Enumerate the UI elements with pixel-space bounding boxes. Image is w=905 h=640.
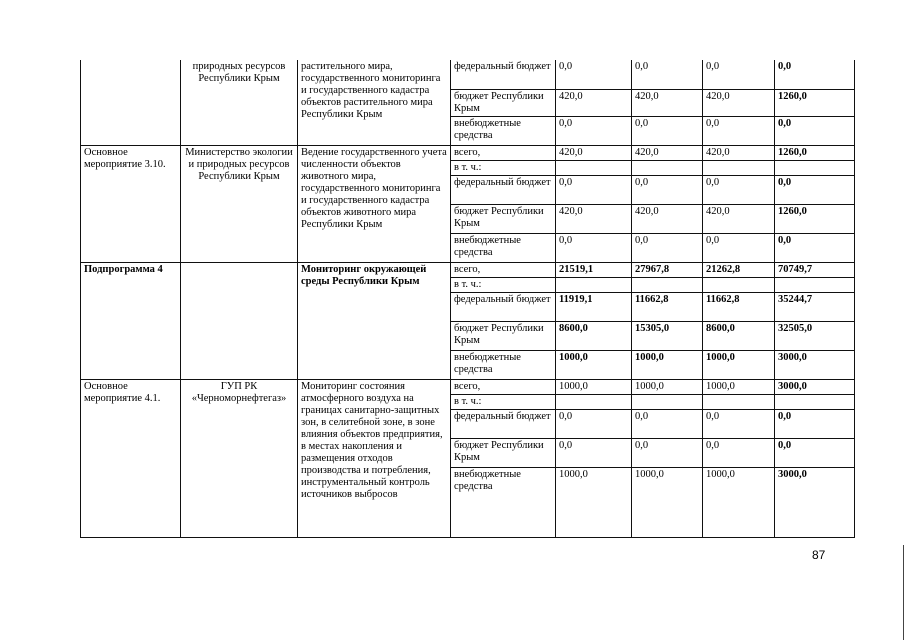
total-value-cell: 35244,7 (775, 292, 855, 321)
year3-value-cell: 420,0 (703, 89, 775, 116)
total-value-cell: 3000,0 (775, 350, 855, 379)
year3-value-cell: 8600,0 (703, 321, 775, 350)
year1-value-cell: 420,0 (556, 89, 632, 116)
funding-source-cell: бюджет Республики Крым (451, 438, 556, 467)
year2-value-cell: 15305,0 (632, 321, 703, 350)
funding-source-cell: в т. ч.: (451, 394, 556, 409)
total-value-cell: 1260,0 (775, 145, 855, 160)
total-value-cell: 1260,0 (775, 204, 855, 233)
budget-table (80, 60, 855, 538)
table-row (81, 60, 855, 89)
year3-value-cell: 1000,0 (703, 350, 775, 379)
funding-source-cell: федеральный бюджет (451, 409, 556, 438)
subprogram-code-cell: Подпрограмма 4 (81, 262, 181, 379)
year3-value-cell: 0,0 (703, 438, 775, 467)
funding-source-cell: всего, (451, 379, 556, 394)
funding-source-cell: федеральный бюджет (451, 292, 556, 321)
total-value-cell: 0,0 (775, 233, 855, 262)
year1-value-cell: 0,0 (556, 175, 632, 204)
funding-source-cell: всего, (451, 262, 556, 277)
executor-cell: Министерство экологии и природных ресурсов Республики Крым (181, 145, 298, 262)
year2-value-cell: 0,0 (632, 409, 703, 438)
event-code-cell (81, 60, 181, 145)
year1-value-cell (556, 160, 632, 175)
funding-source-cell: бюджет Республики Крым (451, 89, 556, 116)
total-value-cell (775, 394, 855, 409)
year1-value-cell (556, 394, 632, 409)
executor-cell: ГУП РК «Черноморнефтегаз» (181, 379, 298, 537)
scan-edge-line (903, 545, 904, 640)
year1-value-cell (556, 277, 632, 292)
year3-value-cell: 1000,0 (703, 379, 775, 394)
year1-value-cell: 1000,0 (556, 379, 632, 394)
year2-value-cell: 420,0 (632, 204, 703, 233)
table-row (81, 262, 855, 277)
year1-value-cell: 0,0 (556, 233, 632, 262)
year1-value-cell: 1000,0 (556, 467, 632, 537)
total-value-cell: 3000,0 (775, 379, 855, 394)
year1-value-cell: 1000,0 (556, 350, 632, 379)
total-value-cell: 0,0 (775, 60, 855, 89)
year2-value-cell: 0,0 (632, 438, 703, 467)
year2-value-cell (632, 394, 703, 409)
total-value-cell: 1260,0 (775, 89, 855, 116)
year3-value-cell: 420,0 (703, 204, 775, 233)
year2-value-cell: 0,0 (632, 60, 703, 89)
total-value-cell: 0,0 (775, 409, 855, 438)
year1-value-cell: 0,0 (556, 409, 632, 438)
page-number: 87 (812, 548, 826, 562)
funding-source-cell: в т. ч.: (451, 160, 556, 175)
table-row (81, 145, 855, 160)
year3-value-cell (703, 277, 775, 292)
executor-cell (181, 262, 298, 379)
year1-value-cell: 420,0 (556, 145, 632, 160)
event-name-cell: Мониторинг состояния атмосферного воздуха на границах санитарно-защитных зон, в селитебной зоне, в зоне влияния объектов предприятия, в местах накопления и размещения отходов производства и потребления, инструментальный контроль источников выбросов (298, 379, 451, 537)
executor-cell: природных ресурсов Республики Крым (181, 60, 298, 145)
year2-value-cell: 1000,0 (632, 379, 703, 394)
year2-value-cell: 1000,0 (632, 350, 703, 379)
total-value-cell (775, 160, 855, 175)
year2-value-cell: 0,0 (632, 116, 703, 145)
total-value-cell: 0,0 (775, 116, 855, 145)
year1-value-cell: 21519,1 (556, 262, 632, 277)
year2-value-cell: 420,0 (632, 145, 703, 160)
total-value-cell: 0,0 (775, 438, 855, 467)
total-value-cell: 32505,0 (775, 321, 855, 350)
funding-source-cell: внебюджетные средства (451, 233, 556, 262)
event-name-cell: Ведение государственного учета численности объектов животного мира, государственного мониторинга и государственного кадастра объектов животного мира Республики Крым (298, 145, 451, 262)
funding-source-cell: бюджет Республики Крым (451, 204, 556, 233)
event-code-cell: Основное мероприятие 4.1. (81, 379, 181, 537)
year3-value-cell: 0,0 (703, 175, 775, 204)
year3-value-cell: 11662,8 (703, 292, 775, 321)
year1-value-cell: 8600,0 (556, 321, 632, 350)
year3-value-cell: 0,0 (703, 116, 775, 145)
year2-value-cell: 0,0 (632, 175, 703, 204)
year2-value-cell: 11662,8 (632, 292, 703, 321)
funding-source-cell: федеральный бюджет (451, 175, 556, 204)
funding-source-cell: федеральный бюджет (451, 60, 556, 89)
funding-source-cell: всего, (451, 145, 556, 160)
event-name-cell: растительного мира, государственного мониторинга и государственного кадастра объектов растительного мира Республики Крым (298, 60, 451, 145)
total-value-cell: 70749,7 (775, 262, 855, 277)
year2-value-cell (632, 277, 703, 292)
year2-value-cell: 420,0 (632, 89, 703, 116)
year3-value-cell: 1000,0 (703, 467, 775, 537)
year3-value-cell: 420,0 (703, 145, 775, 160)
year2-value-cell: 1000,0 (632, 467, 703, 537)
year2-value-cell (632, 160, 703, 175)
total-value-cell (775, 277, 855, 292)
year2-value-cell: 27967,8 (632, 262, 703, 277)
funding-source-cell: внебюджетные средства (451, 350, 556, 379)
funding-source-cell: бюджет Республики Крым (451, 321, 556, 350)
year3-value-cell: 21262,8 (703, 262, 775, 277)
year2-value-cell: 0,0 (632, 233, 703, 262)
total-value-cell: 0,0 (775, 175, 855, 204)
year3-value-cell: 0,0 (703, 60, 775, 89)
year1-value-cell: 0,0 (556, 438, 632, 467)
year3-value-cell (703, 394, 775, 409)
year1-value-cell: 0,0 (556, 116, 632, 145)
year1-value-cell: 0,0 (556, 60, 632, 89)
total-value-cell: 3000,0 (775, 467, 855, 537)
funding-source-cell: в т. ч.: (451, 277, 556, 292)
event-code-cell: Основное мероприятие 3.10. (81, 145, 181, 262)
year1-value-cell: 11919,1 (556, 292, 632, 321)
funding-source-cell: внебюджетные средства (451, 116, 556, 145)
subprogram-name-cell: Мониторинг окружающей среды Республики Крым (298, 262, 451, 379)
year3-value-cell: 0,0 (703, 409, 775, 438)
table-row (81, 379, 855, 394)
year3-value-cell (703, 160, 775, 175)
year3-value-cell: 0,0 (703, 233, 775, 262)
year1-value-cell: 420,0 (556, 204, 632, 233)
funding-source-cell: внебюджетные средства (451, 467, 556, 537)
